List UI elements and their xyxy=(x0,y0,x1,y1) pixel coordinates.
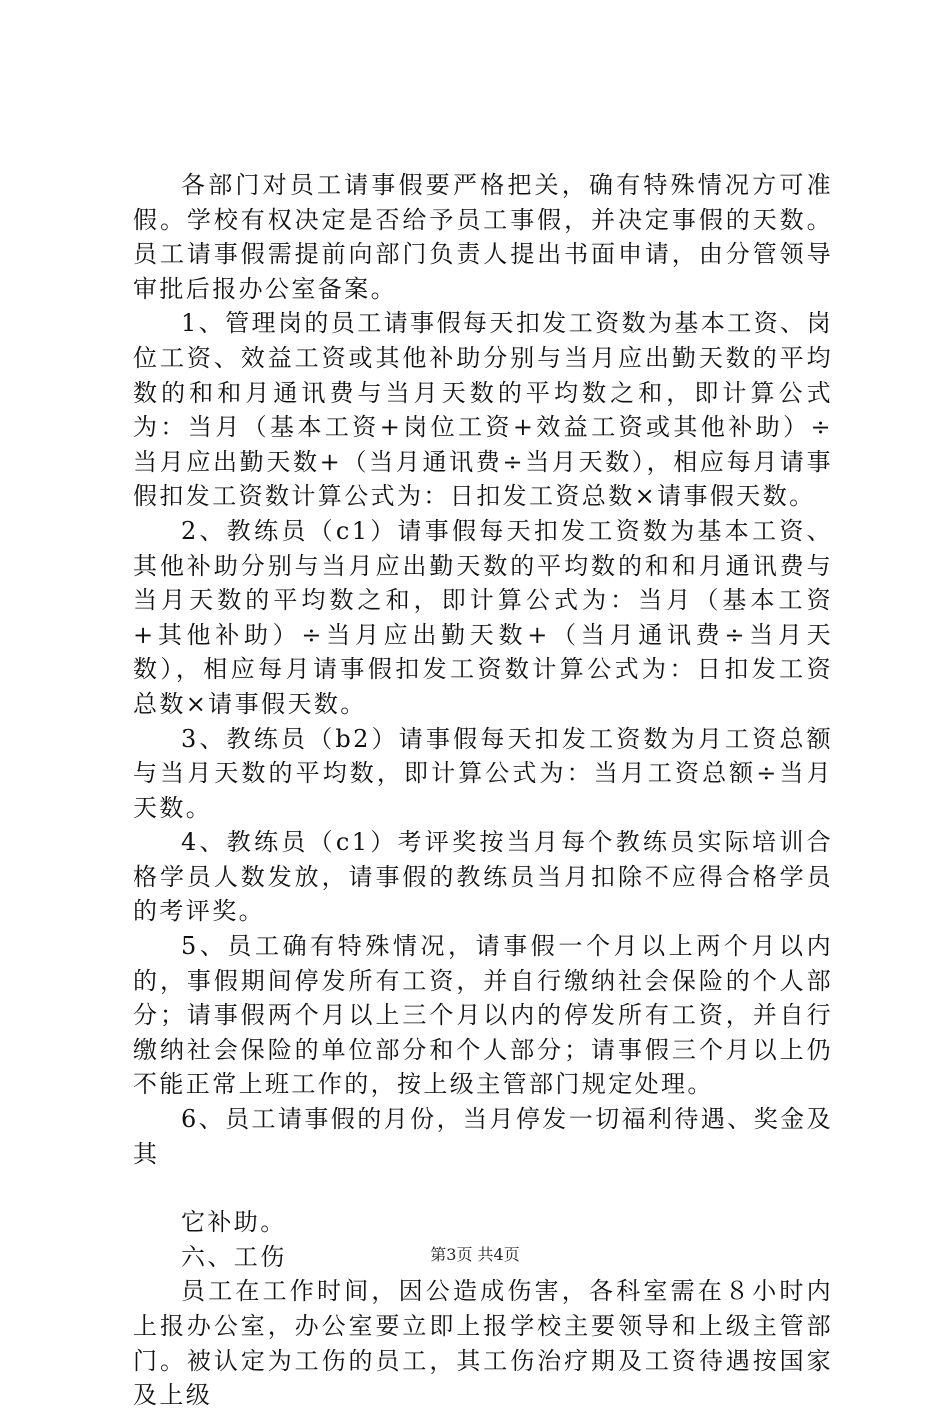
paragraph-rule-1: 1、管理岗的员工请事假每天扣发工资数为基本工资、岗位工资、效益工资或其他补助分别与当月应出勤天数的平均数的和和月通讯费与当月天数的平均数之和，即计算公式为：当月（基本工资+岗位工资+效益工资或其他补助）÷当月应出勤天数+（当月通讯费÷当月天数），相应每月请事假扣发工资数计算公式为：日扣发工资总数×请事假天数。 xyxy=(133,309,833,511)
paragraph-rule-4: 4、教练员（c1）考评奖按当月每个教练员实际培训合格学员人数发放，请事假的教练员当月扣除不应得合格学员的考评奖。 xyxy=(133,828,833,926)
page-number-footer: 第3页 共4页 xyxy=(430,1245,520,1264)
paragraph-work-injury: 员工在工作时间，因公造成伤害，各科室需在８小时内上报办公室，办公室要立即上报学校主要领导和上级主管部门。被认定为工伤的员工，其工伤治疗期及工资待遇按国家及上级 xyxy=(133,1277,833,1410)
section-heading-work-injury: 六、工伤 xyxy=(181,1242,287,1271)
document-body xyxy=(133,168,833,1413)
paragraph-rule-6-continued: 它补助。 xyxy=(181,1208,287,1237)
paragraph-leave-approval: 各部门对员工请事假要严格把关，确有特殊情况方可准假。学校有权决定是否给予员工事假，并决定事假的天数。员工请事假需提前向部门负责人提出书面申请，由分管领导审批后报办公室备案。 xyxy=(133,171,833,303)
paragraph-rule-6: 6、员工请事假的月份，当月停发一切福利待遇、奖金及其 xyxy=(133,1105,833,1168)
paragraph-rule-5: 5、员工确有特殊情况，请事假一个月以上两个月以内的，事假期间停发所有工资，并自行缴纳社会保险的个人部分；请事假两个月以上三个月以内的停发所有工资，并自行缴纳社会保险的单位部分和个人部分；请事假三个月以上仍不能正常上班工作的，按上级主管部门规定处理。 xyxy=(133,932,833,1099)
paragraph-rule-2: 2、教练员（c1）请事假每天扣发工资数为基本工资、其他补助分别与当月应出勤天数的平均数的和和月通讯费与当月天数的平均数之和，即计算公式为：当月（基本工资+其他补助）÷当月应出勤天数+（当月通讯费÷当月天数），相应每月请事假扣发工资数计算公式为：日扣发工资总数×请事假天数。 xyxy=(133,516,833,718)
paragraph-rule-3: 3、教练员（b2）请事假每天扣发工资数为月工资总额与当月天数的平均数，即计算公式为：当月工资总额÷当月天数。 xyxy=(133,724,833,822)
